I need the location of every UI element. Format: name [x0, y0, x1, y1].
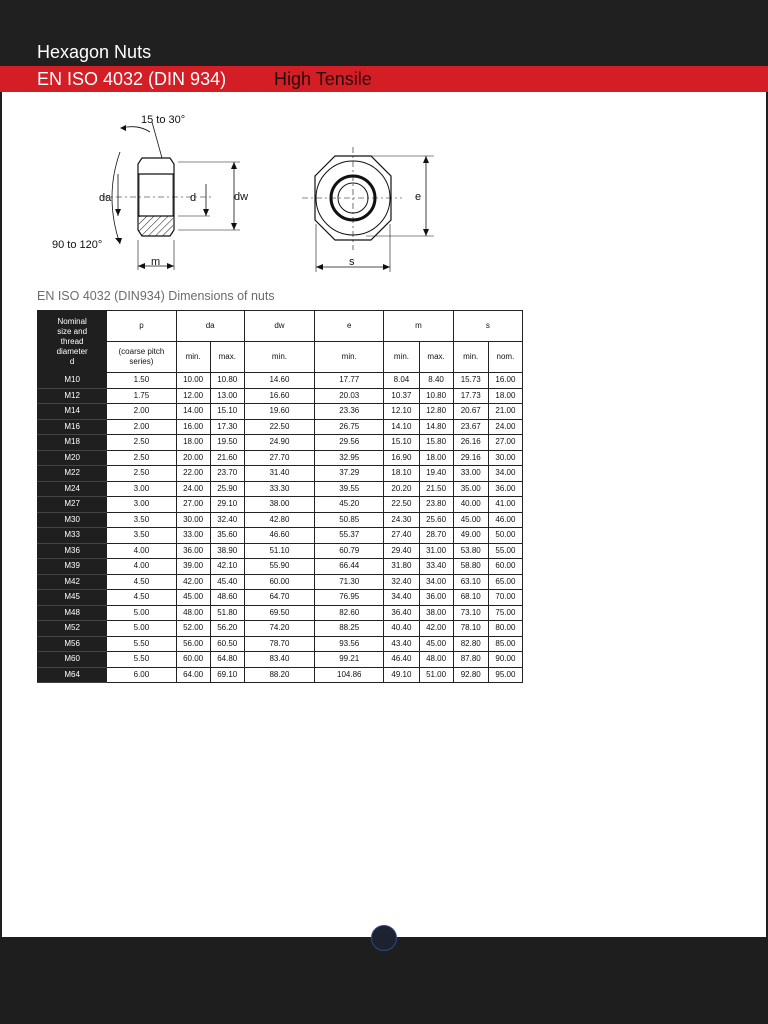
table-cell: 35.00: [453, 481, 488, 497]
table-cell: 37.29: [315, 466, 384, 482]
table-cell: 92.80: [453, 667, 488, 683]
table-cell: 29.56: [315, 435, 384, 451]
table-row: [38, 667, 523, 683]
table-cell: 51.00: [419, 667, 453, 683]
table-row: [38, 590, 523, 606]
table-cell: 24.30: [384, 512, 419, 528]
header-p: p: [107, 311, 176, 342]
table-cell: 2.00: [107, 419, 176, 435]
bearing-angle-label: 90 to 120°: [52, 239, 103, 251]
table-row: [38, 419, 523, 435]
table-cell: 60.00: [488, 559, 522, 575]
table-cell: 29.40: [384, 543, 419, 559]
row-size-cell: M14: [38, 404, 107, 420]
table-cell: 71.30: [315, 574, 384, 590]
table-cell: 52.00: [176, 621, 210, 637]
table-cell: 65.00: [488, 574, 522, 590]
header-nominal-size: Nominal size and thread diameter d: [38, 311, 107, 373]
table-cell: 70.00: [488, 590, 522, 606]
table-cell: 49.00: [453, 528, 488, 544]
table-cell: 85.00: [488, 636, 522, 652]
table-cell: 16.90: [384, 450, 419, 466]
table-cell: 18.00: [488, 388, 522, 404]
table-cell: 43.40: [384, 636, 419, 652]
table-cell: 4.00: [107, 559, 176, 575]
table-cell: 60.79: [315, 543, 384, 559]
table-row: [38, 497, 523, 513]
table-cell: 12.10: [384, 404, 419, 420]
table-cell: 15.10: [210, 404, 244, 420]
table-cell: 16.00: [176, 419, 210, 435]
table-cell: 76.95: [315, 590, 384, 606]
table-cell: 60.00: [244, 574, 314, 590]
row-size-cell: M48: [38, 605, 107, 621]
table-cell: 10.80: [419, 388, 453, 404]
table-row: [38, 450, 523, 466]
table-cell: 82.60: [315, 605, 384, 621]
table-cell: 34.00: [488, 466, 522, 482]
row-size-cell: M10: [38, 373, 107, 389]
table-cell: 88.25: [315, 621, 384, 637]
table-cell: 25.60: [419, 512, 453, 528]
table-cell: 22.00: [176, 466, 210, 482]
table-row: [38, 652, 523, 668]
table-cell: 5.00: [107, 621, 176, 637]
table-cell: 21.00: [488, 404, 522, 420]
table-cell: 22.50: [384, 497, 419, 513]
header-e: e: [315, 311, 384, 342]
table-cell: 19.50: [210, 435, 244, 451]
table-row: [38, 636, 523, 652]
subheader-s-nom: nom.: [488, 342, 522, 373]
row-size-cell: M12: [38, 388, 107, 404]
chamfer-angle-label: 15 to 30°: [141, 114, 186, 126]
subheader-s-min: min.: [453, 342, 488, 373]
table-cell: 26.16: [453, 435, 488, 451]
page-number-marker: [371, 925, 397, 951]
table-cell: 15.80: [419, 435, 453, 451]
table-cell: 66.44: [315, 559, 384, 575]
row-size-cell: M16: [38, 419, 107, 435]
table-cell: 104.86: [315, 667, 384, 683]
d-label: d: [190, 192, 197, 204]
table-cell: 15.73: [453, 373, 488, 389]
table-cell: 46.60: [244, 528, 314, 544]
table-cell: 38.90: [210, 543, 244, 559]
table-cell: 46.40: [384, 652, 419, 668]
table-cell: 30.00: [488, 450, 522, 466]
table-cell: 18.00: [176, 435, 210, 451]
table-cell: 18.10: [384, 466, 419, 482]
row-size-cell: M18: [38, 435, 107, 451]
table-cell: 75.00: [488, 605, 522, 621]
standard-label: EN ISO 4032 (DIN 934): [37, 69, 227, 89]
table-cell: 69.50: [244, 605, 314, 621]
table-cell: 87.80: [453, 652, 488, 668]
table-cell: 99.21: [315, 652, 384, 668]
table-cell: 17.30: [210, 419, 244, 435]
row-size-cell: M22: [38, 466, 107, 482]
table-cell: 22.50: [244, 419, 314, 435]
table-row: [38, 466, 523, 482]
table-cell: 13.00: [210, 388, 244, 404]
table-cell: 1.50: [107, 373, 176, 389]
subheader-p-note: (coarse pitch series): [107, 342, 176, 373]
row-size-cell: M24: [38, 481, 107, 497]
da-label: da: [99, 192, 112, 204]
table-cell: 27.00: [176, 497, 210, 513]
table-cell: 2.00: [107, 404, 176, 420]
table-cell: 73.10: [453, 605, 488, 621]
page-title: Hexagon Nuts: [37, 42, 152, 62]
table-cell: 15.10: [384, 435, 419, 451]
table-cell: 17.77: [315, 373, 384, 389]
section-caption: EN ISO 4032 (DIN934) Dimensions of nuts: [37, 289, 275, 303]
table-cell: 56.20: [210, 621, 244, 637]
table-cell: 24.00: [488, 419, 522, 435]
table-row: [38, 543, 523, 559]
table-cell: 36.00: [176, 543, 210, 559]
table-cell: 60.00: [176, 652, 210, 668]
grade-label: High Tensile: [274, 69, 372, 89]
table-cell: 27.00: [488, 435, 522, 451]
table-cell: 45.00: [419, 636, 453, 652]
table-cell: 25.90: [210, 481, 244, 497]
table-row: [38, 404, 523, 420]
table-cell: 30.00: [176, 512, 210, 528]
table-cell: 40.00: [453, 497, 488, 513]
table-cell: 45.20: [315, 497, 384, 513]
dimensions-table-body: [38, 373, 523, 683]
table-cell: 32.95: [315, 450, 384, 466]
table-cell: 95.00: [488, 667, 522, 683]
table-cell: 60.50: [210, 636, 244, 652]
row-size-cell: M33: [38, 528, 107, 544]
document-page: [2, 92, 766, 937]
table-cell: 36.40: [384, 605, 419, 621]
table-row: [38, 435, 523, 451]
table-cell: 33.00: [453, 466, 488, 482]
row-size-cell: M20: [38, 450, 107, 466]
e-label: e: [415, 191, 422, 203]
table-cell: 39.55: [315, 481, 384, 497]
table-cell: 18.00: [419, 450, 453, 466]
row-size-cell: M30: [38, 512, 107, 528]
table-cell: 90.00: [488, 652, 522, 668]
table-cell: 36.00: [419, 590, 453, 606]
subheader-dw-min: min.: [244, 342, 314, 373]
table-cell: 68.10: [453, 590, 488, 606]
subheader-da-max: max.: [210, 342, 244, 373]
table-cell: 31.00: [419, 543, 453, 559]
table-row: [38, 621, 523, 637]
table-cell: 31.80: [384, 559, 419, 575]
table-cell: 32.40: [210, 512, 244, 528]
row-size-cell: M64: [38, 667, 107, 683]
row-size-cell: M39: [38, 559, 107, 575]
table-cell: 83.40: [244, 652, 314, 668]
table-cell: 74.20: [244, 621, 314, 637]
subheader-e-min: min.: [315, 342, 384, 373]
table-cell: 12.80: [419, 404, 453, 420]
table-row: [38, 512, 523, 528]
table-row: [38, 528, 523, 544]
table-cell: 36.00: [488, 481, 522, 497]
table-cell: 48.00: [419, 652, 453, 668]
table-cell: 78.10: [453, 621, 488, 637]
table-cell: 45.00: [453, 512, 488, 528]
table-cell: 21.50: [419, 481, 453, 497]
table-cell: 23.36: [315, 404, 384, 420]
table-cell: 55.00: [488, 543, 522, 559]
table-cell: 27.70: [244, 450, 314, 466]
table-cell: 10.00: [176, 373, 210, 389]
table-cell: 51.80: [210, 605, 244, 621]
table-cell: 78.70: [244, 636, 314, 652]
table-cell: 31.40: [244, 466, 314, 482]
subheader-m-min: min.: [384, 342, 419, 373]
table-cell: 63.10: [453, 574, 488, 590]
table-cell: 34.40: [384, 590, 419, 606]
table-cell: 4.50: [107, 574, 176, 590]
table-cell: 41.00: [488, 497, 522, 513]
table-cell: 17.73: [453, 388, 488, 404]
table-cell: 5.50: [107, 652, 176, 668]
table-cell: 2.50: [107, 450, 176, 466]
row-size-cell: M42: [38, 574, 107, 590]
table-cell: 45.40: [210, 574, 244, 590]
table-cell: 53.80: [453, 543, 488, 559]
table-cell: 26.75: [315, 419, 384, 435]
table-cell: 35.60: [210, 528, 244, 544]
table-cell: 10.37: [384, 388, 419, 404]
table-cell: 29.16: [453, 450, 488, 466]
table-cell: 16.60: [244, 388, 314, 404]
table-cell: 21.60: [210, 450, 244, 466]
table-cell: 48.60: [210, 590, 244, 606]
table-cell: 4.00: [107, 543, 176, 559]
table-row: [38, 559, 523, 575]
table-cell: 5.00: [107, 605, 176, 621]
table-cell: 55.37: [315, 528, 384, 544]
header-dw: dw: [244, 311, 314, 342]
table-cell: 12.00: [176, 388, 210, 404]
table-cell: 23.70: [210, 466, 244, 482]
table-cell: 38.00: [244, 497, 314, 513]
table-cell: 64.70: [244, 590, 314, 606]
table-cell: 33.40: [419, 559, 453, 575]
table-cell: 69.10: [210, 667, 244, 683]
table-cell: 14.60: [244, 373, 314, 389]
table-cell: 48.00: [176, 605, 210, 621]
table-cell: 14.00: [176, 404, 210, 420]
nut-top-view: [302, 147, 434, 272]
subheader-m-max: max.: [419, 342, 453, 373]
table-cell: 28.70: [419, 528, 453, 544]
table-cell: 24.90: [244, 435, 314, 451]
nut-technical-drawing: [2, 92, 766, 287]
table-cell: 3.50: [107, 528, 176, 544]
table-cell: 34.00: [419, 574, 453, 590]
table-cell: 16.00: [488, 373, 522, 389]
s-label: s: [349, 256, 355, 268]
table-cell: 27.40: [384, 528, 419, 544]
table-cell: 3.00: [107, 497, 176, 513]
table-cell: 40.40: [384, 621, 419, 637]
table-cell: 29.10: [210, 497, 244, 513]
table-cell: 58.80: [453, 559, 488, 575]
table-cell: 38.00: [419, 605, 453, 621]
table-cell: 6.00: [107, 667, 176, 683]
table-cell: 42.00: [176, 574, 210, 590]
table-cell: 42.10: [210, 559, 244, 575]
table-cell: 42.00: [419, 621, 453, 637]
table-cell: 20.00: [176, 450, 210, 466]
table-row: [38, 605, 523, 621]
table-cell: 5.50: [107, 636, 176, 652]
table-cell: 45.00: [176, 590, 210, 606]
table-cell: 14.10: [384, 419, 419, 435]
table-cell: 1.75: [107, 388, 176, 404]
subheader-da-min: min.: [176, 342, 210, 373]
nut-side-view: [102, 122, 240, 270]
header-m: m: [384, 311, 453, 342]
table-cell: 33.00: [176, 528, 210, 544]
table-cell: 82.80: [453, 636, 488, 652]
row-size-cell: M52: [38, 621, 107, 637]
table-cell: 49.10: [384, 667, 419, 683]
row-size-cell: M45: [38, 590, 107, 606]
table-cell: 42.80: [244, 512, 314, 528]
table-cell: 46.00: [488, 512, 522, 528]
table-cell: 10.80: [210, 373, 244, 389]
table-cell: 50.00: [488, 528, 522, 544]
table-cell: 51.10: [244, 543, 314, 559]
table-cell: 88.20: [244, 667, 314, 683]
table-cell: 3.50: [107, 512, 176, 528]
table-cell: 20.03: [315, 388, 384, 404]
table-cell: 33.30: [244, 481, 314, 497]
table-cell: 2.50: [107, 435, 176, 451]
table-row: [38, 388, 523, 404]
table-cell: 20.20: [384, 481, 419, 497]
table-cell: 8.04: [384, 373, 419, 389]
row-size-cell: M56: [38, 636, 107, 652]
table-cell: 2.50: [107, 466, 176, 482]
table-cell: 23.67: [453, 419, 488, 435]
row-size-cell: M60: [38, 652, 107, 668]
table-cell: 50.85: [315, 512, 384, 528]
dimensions-table: [37, 310, 523, 683]
table-cell: 14.80: [419, 419, 453, 435]
table-cell: 24.00: [176, 481, 210, 497]
header-da: da: [176, 311, 244, 342]
table-cell: 80.00: [488, 621, 522, 637]
table-row: [38, 373, 523, 389]
table-cell: 4.50: [107, 590, 176, 606]
table-row: [38, 481, 523, 497]
table-cell: 64.80: [210, 652, 244, 668]
table-cell: 56.00: [176, 636, 210, 652]
m-label: m: [151, 256, 161, 268]
table-cell: 20.67: [453, 404, 488, 420]
table-cell: 8.40: [419, 373, 453, 389]
table-cell: 19.60: [244, 404, 314, 420]
table-cell: 3.00: [107, 481, 176, 497]
table-cell: 93.56: [315, 636, 384, 652]
table-row: [38, 574, 523, 590]
table-cell: 64.00: [176, 667, 210, 683]
dw-label: dw: [234, 191, 249, 203]
table-cell: 19.40: [419, 466, 453, 482]
table-cell: 23.80: [419, 497, 453, 513]
header-s: s: [453, 311, 522, 342]
row-size-cell: M36: [38, 543, 107, 559]
table-cell: 55.90: [244, 559, 314, 575]
table-cell: 39.00: [176, 559, 210, 575]
row-size-cell: M27: [38, 497, 107, 513]
table-cell: 32.40: [384, 574, 419, 590]
